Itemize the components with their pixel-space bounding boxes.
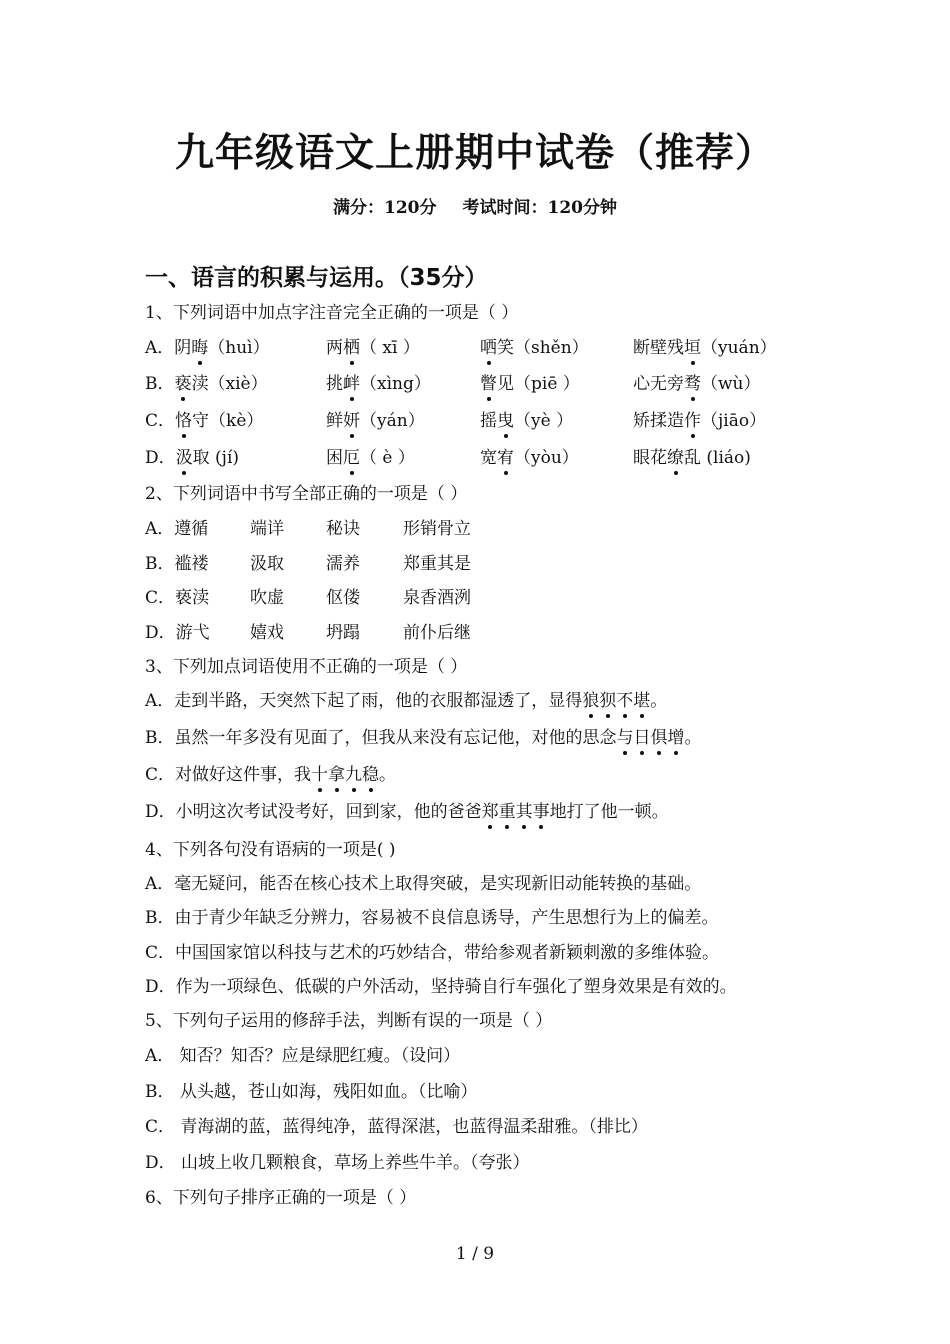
exam-time: 考试时间：120分钟 <box>462 198 617 218</box>
question-5-stem: 5、下列句子运用的修辞手法，判断有误的一项是（ ） <box>145 1011 553 1031</box>
page-number: 1 / 9 <box>455 1244 495 1264</box>
q3-option-d: D．小明这次考试没考好，回到家，他的爸爸郑重其事地打了他一顿。 <box>145 802 669 822</box>
q5-option-d: D． 山坡上收几颗粮食，草场上养些牛羊。（夸张） <box>145 1153 530 1173</box>
q5-option-a: A． 知否？知否？应是绿肥红瘦。（设问） <box>145 1046 461 1066</box>
q1-option-c: C．恪守（kè） 鲜妍（yán） 摇曳（yè ） 矫揉造作（jiāo） <box>145 411 767 431</box>
q2-option-a: A．遵循 端详 秘诀 形销骨立 <box>145 519 471 539</box>
emphasis-char: 与 <box>616 728 634 748</box>
emphasis-char: 堪 <box>633 691 651 711</box>
emphasis-char: 九 <box>345 765 363 785</box>
q4-option-b: B．由于青少年缺乏分辨力，容易被不良信息诱导，产生思想行为上的偏差。 <box>145 908 719 928</box>
question-6-stem: 6、下列句子排序正确的一项是（ ） <box>145 1188 417 1208</box>
emphasis-char: 其 <box>515 802 533 822</box>
emphasis-char: 狼 <box>582 691 600 711</box>
section-heading-1: 一、语言的积累与运用。（35分） <box>145 265 488 291</box>
emphasis-char: 重 <box>498 802 516 822</box>
page-title: 九年级语文上册期中试卷（推荐） <box>174 131 775 176</box>
q2-option-c: C．亵渎 吹虚 伛偻 泉香酒洌 <box>145 588 471 608</box>
question-3-stem: 3、下列加点词语使用不正确的一项是（ ） <box>145 657 468 677</box>
q3-option-c: C．对做好这件事，我十拿九稳。 <box>145 765 397 785</box>
question-1-stem: 1、下列词语中加点字注音完全正确的一项是（ ） <box>145 303 519 323</box>
emphasis-char: 俱 <box>650 728 668 748</box>
q2-option-b: B．褴褛 汲取 濡养 郑重其是 <box>145 554 471 574</box>
q3-option-a: A．走到半路，天突然下起了雨，他的衣服都湿透了，显得狼狈不堪。 <box>145 691 668 711</box>
q1-option-a: A．阴晦（huì） 两栖（ xī ） 哂笑（shěn） 断壁残垣（yuán） <box>145 338 777 358</box>
emphasis-char: 日 <box>633 728 651 748</box>
q5-option-b: B． 从头越，苍山如海，残阳如血。（比喻） <box>145 1082 478 1102</box>
emphasis-char: 十 <box>311 765 329 785</box>
q5-option-c: C． 青海湖的蓝，蓝得纯净，蓝得深湛，也蓝得温柔甜雅。（排比） <box>145 1117 648 1137</box>
emphasis-char: 不 <box>616 691 634 711</box>
q4-option-d: D．作为一项绿色、低碳的户外活动，坚持骑自行车强化了塑身效果是有效的。 <box>145 977 737 997</box>
emphasis-char: 郑 <box>481 802 499 822</box>
q1-option-d: D．汲取 (jí) 困厄（ è ） 宽宥（yòu） 眼花缭乱 (liáo) <box>145 448 751 468</box>
question-4-stem: 4、下列各句没有语病的一项是( ) <box>145 840 396 860</box>
q2-option-d: D．游弋 嬉戏 坍蹋 前仆后继 <box>145 623 471 643</box>
q4-option-c: C．中国国家馆以科技与艺术的巧妙结合，带给参观者新颖刺激的多维体验。 <box>145 943 720 963</box>
q4-option-a: A．毫无疑问，能否在核心技术上取得突破，是实现新旧动能转换的基础。 <box>145 874 702 894</box>
question-2-stem: 2、下列词语中书写全部正确的一项是（ ） <box>145 484 468 504</box>
emphasis-char: 狈 <box>599 691 617 711</box>
exam-info <box>0 193 950 218</box>
emphasis-char: 事 <box>532 802 550 822</box>
full-score: 满分：120分 <box>333 198 437 218</box>
emphasis-char: 增 <box>667 728 685 748</box>
q1-option-b: B．亵渎（xiè） 挑衅（xìng） 瞥见（piē ） 心无旁骛（wù） <box>145 374 761 394</box>
q3-option-b: B．虽然一年多没有见面了，但我从来没有忘记他，对他的思念与日俱增。 <box>145 728 702 748</box>
emphasis-char: 拿 <box>328 765 346 785</box>
emphasis-char: 稳 <box>362 765 380 785</box>
